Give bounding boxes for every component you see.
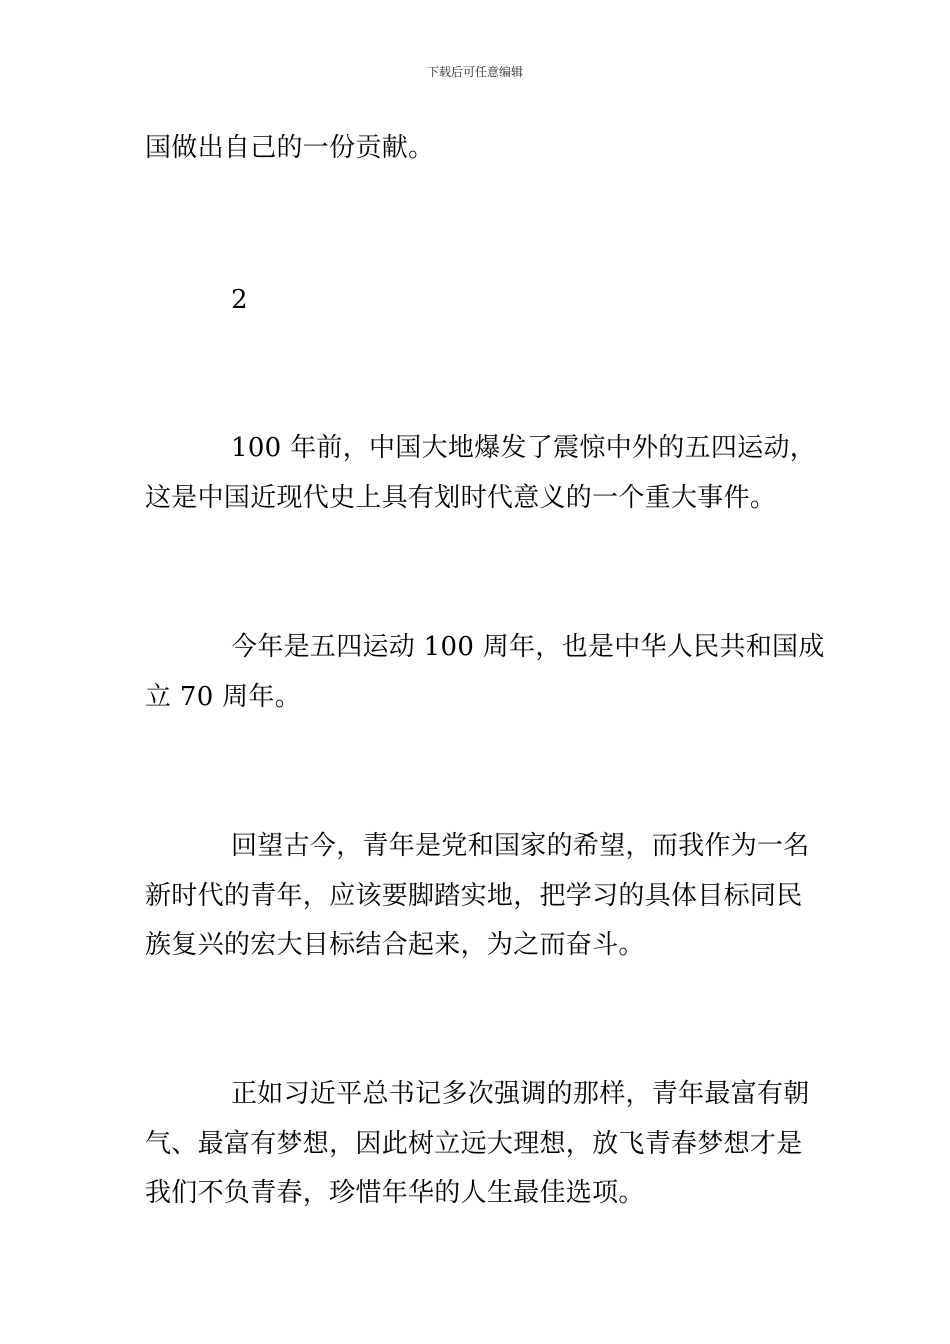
paragraph-line: 100 年前，中国大地爆发了震惊中外的五四运动， [231, 433, 817, 463]
page-header-note: 下载后可任意编辑 [426, 65, 523, 79]
paragraph-line: 这是中国近现代史上具有划时代意义的一个重大事件。 [145, 483, 777, 513]
paragraph-line: 国做出自己的一份贡献。 [145, 133, 435, 163]
paragraph-number: 2 [231, 285, 248, 315]
paragraph-line: 我们不负青春，珍惜年华的人生最佳选项。 [145, 1178, 645, 1208]
paragraph-line: 正如习近平总书记多次强调的那样，青年最富有朝 [231, 1079, 810, 1109]
paragraph-line: 立 70 周年。 [145, 682, 302, 712]
paragraph-line: 族复兴的宏大目标结合起来，为之而奋斗。 [145, 930, 645, 960]
paragraph-line: 新时代的青年，应该要脚踏实地，把学习的具体目标同民 [145, 881, 803, 911]
paragraph-line: 回望古今，青年是党和国家的希望，而我作为一名 [231, 831, 810, 861]
paragraph-line: 今年是五四运动 100 周年，也是中华人民共和国成 [231, 632, 825, 662]
paragraph-line: 气、最富有梦想，因此树立远大理想，放飞青春梦想才是 [145, 1129, 803, 1159]
